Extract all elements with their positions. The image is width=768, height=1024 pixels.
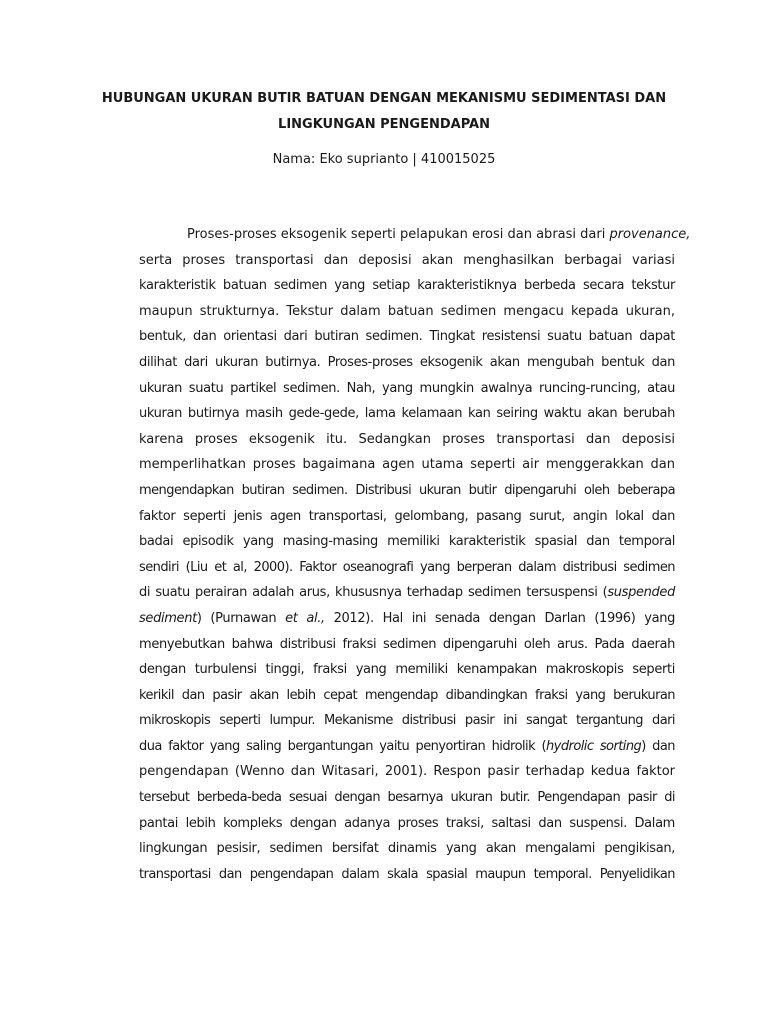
paragraph-line: karena proses eksogenik itu. Sedangkan proses transportasi dan deposisi: [139, 431, 675, 447]
paragraph-line: di suatu perairan adalah arus, khususnya terhadap sedimen tersuspensi (suspended: [139, 585, 675, 601]
paragraph-line: ukuran suatu partikel sedimen. Nah, yang mungkin awalnya runcing-runcing, atau: [139, 380, 675, 396]
paragraph-line: kerikil dan pasir akan lebih cepat mengendap dibandingkan fraksi yang berukuran: [139, 687, 675, 703]
body-paragraph: [139, 222, 691, 887]
paragraph-line: lingkungan pesisir, sedimen bersifat dinamis yang akan mengalami pengikisan,: [139, 841, 675, 857]
paragraph-line: bentuk, dan orientasi dari butiran sedimen. Tingkat resistensi suatu batuan dapat: [139, 329, 675, 345]
paragraph-line: transportasi dan pengendapan dalam skala spasial maupun temporal. Penyelidikan: [139, 866, 675, 882]
paragraph-line: pengendapan (Wenno dan Witasari, 2001). Respon pasir terhadap kedua faktor: [139, 764, 675, 780]
paragraph-line: mengendapkan butiran sedimen. Distribusi ukuran butir dipengaruhi oleh beberapa: [139, 482, 675, 498]
paragraph-line: dua faktor yang saling bergantungan yaitu penyortiran hidrolik (hydrolic sorting) dan: [139, 738, 675, 754]
paragraph-line: ukuran butirnya masih gede-gede, lama kelamaan kan seiring waktu akan berubah: [139, 406, 675, 422]
paragraph-line: tersebut berbeda-beda sesuai dengan besarnya ukuran butir. Pengendapan pasir di: [139, 790, 675, 806]
paragraph-line: maupun strukturnya. Tekstur dalam batuan sedimen mengacu kepada ukuran,: [139, 303, 675, 319]
paragraph-line: badai episodik yang masing-masing memiliki karakteristik spasial dan temporal: [139, 534, 675, 550]
paragraph-line: mikroskopis seperti lumpur. Mekanisme distribusi pasir ini sangat tergantung dari: [139, 713, 675, 729]
paragraph-line: memperlihatkan proses bagaimana agen utama seperti air menggerakkan dan: [139, 457, 675, 473]
paragraph-line: dengan turbulensi tinggi, fraksi yang memiliki kenampakan makroskopis seperti: [139, 662, 675, 678]
paragraph-line: sediment) (Purnawan et al., 2012). Hal ini senada dengan Darlan (1996) yang: [139, 610, 676, 626]
paragraph-line: Proses-proses eksogenik seperti pelapukan erosi dan abrasi dari provenance,: [187, 227, 691, 242]
document-title-line-2: LINGKUNGAN PENGENDAPAN: [278, 117, 490, 132]
author-line: Nama: Eko suprianto | 410015025: [272, 152, 496, 167]
paragraph-line: karakteristik batuan sedimen yang setiap karakteristiknya berbeda secara tekstur: [139, 278, 675, 294]
paragraph-line: faktor seperti jenis agen transportasi, gelombang, pasang surut, angin lokal dan: [139, 508, 675, 524]
paragraph-line: dilihat dari ukuran butirnya. Proses-proses eksogenik akan mengubah bentuk dan: [139, 354, 675, 370]
paragraph-line: sendiri (Liu et al, 2000). Faktor oseanografi yang berperan dalam distribusi sedimen: [139, 559, 675, 575]
paragraph-line: serta proses transportasi dan deposisi akan menghasilkan berbagai variasi: [139, 252, 675, 268]
paragraph-line: pantai lebih kompleks dengan adanya proses traksi, saltasi dan suspensi. Dalam: [139, 815, 675, 831]
paragraph-line: menyebutkan bahwa distribusi fraksi sedimen dipengaruhi oleh arus. Pada daerah: [139, 636, 675, 652]
document-title-line-1: HUBUNGAN UKURAN BUTIR BATUAN DENGAN MEKANISMU SEDIMENTASI DAN: [101, 91, 667, 106]
